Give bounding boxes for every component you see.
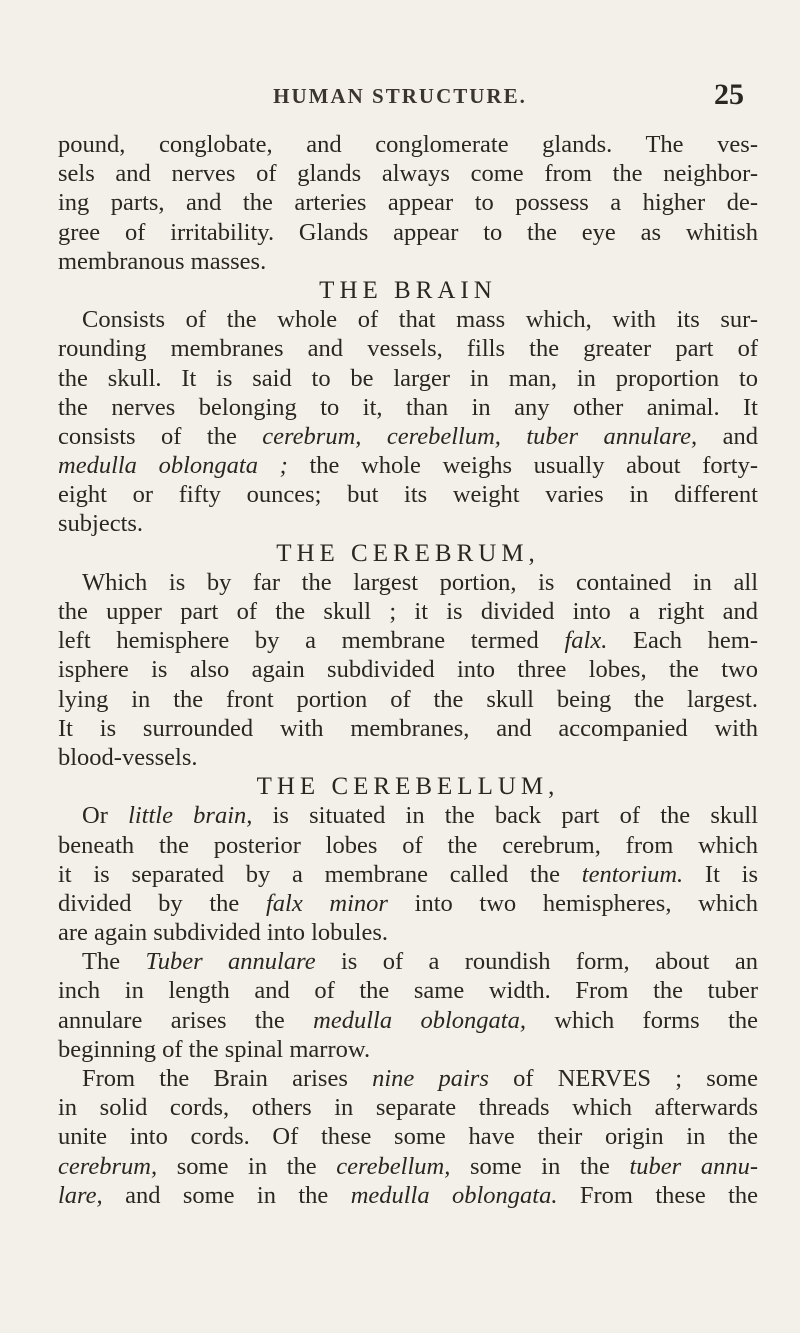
section-heading-cerebellum: THE CEREBELLUM, (256, 773, 560, 801)
section-heading-cerebrum: THE CEREBRUM, (276, 539, 540, 567)
text-line: it is separated by a membrane called the tentorium. It is (58, 860, 759, 888)
text-line: cerebrum, some in the cerebellum, some in the tuber annu- (58, 1152, 758, 1180)
text-line: inch in length and of the same width. From the tuber (58, 977, 758, 1005)
text-line: blood-vessels. (58, 743, 198, 771)
text-line: beginning of the spinal marrow. (58, 1035, 371, 1063)
running-title: HUMAN STRUCTURE. (273, 84, 527, 108)
text-line: the upper part of the skull ; it is divided into a right and (58, 598, 758, 625)
text-line: eight or fifty ounces; but its weight varies in different (58, 481, 758, 509)
text-line: in solid cords, others in separate threads which afterwards (58, 1094, 758, 1122)
text-line: the skull. It is said to be larger in man, in proportion to (58, 364, 758, 392)
text-line: membranous masses. (58, 247, 267, 275)
text-line: Which is by far the largest portion, is contained in all (82, 568, 758, 596)
page-number: 25 (714, 78, 744, 111)
text-line: pound, conglobate, and conglomerate glands. The ves- (58, 131, 758, 158)
section-heading-brain: THE BRAIN (319, 276, 497, 304)
text-line: It is surrounded with membranes, and accompanied with (58, 714, 758, 742)
text-line: Or little brain, is situated in the back part of the skull (82, 802, 759, 830)
text-line: sels and nerves of glands always come from the neighbor- (58, 160, 758, 188)
text-line: Consists of the whole of that mass which, with its sur- (82, 306, 758, 334)
body-text (58, 130, 758, 1210)
text-line: annulare arises the medulla oblongata, which forms the (58, 1006, 759, 1034)
text-line: gree of irritability. Glands appear to the eye as whitish (58, 218, 758, 246)
text-line: From the Brain arises nine pairs of NERVES ; some (82, 1065, 758, 1092)
text-line: divided by the falx minor into two hemispheres, which (58, 889, 759, 917)
text-line: beneath the posterior lobes of the cerebrum, from which (58, 831, 758, 859)
text-line: lying in the front portion of the skull being the largest. (58, 685, 758, 713)
text-line: subjects. (58, 510, 144, 538)
text-line: rounding membranes and vessels, fills the greater part of (58, 335, 758, 363)
text-line: the nerves belonging to it, than in any other animal. It (58, 393, 758, 421)
text-line: medulla oblongata ; the whole weighs usually about forty- (58, 452, 758, 480)
text-line: unite into cords. Of these some have their origin in the (58, 1123, 758, 1151)
text-line: consists of the cerebrum, cerebellum, tuber annulare, and (58, 422, 759, 450)
running-head (0, 78, 800, 118)
text-line: ing parts, and the arteries appear to possess a higher de- (58, 189, 758, 217)
text-line: The Tuber annulare is of a roundish form, about an (82, 948, 758, 976)
text-line: lare, and some in the medulla oblongata. From these the (58, 1181, 759, 1209)
text-line: left hemisphere by a membrane termed falx. Each hem- (58, 627, 758, 655)
text-line: are again subdivided into lobules. (58, 919, 388, 947)
text-line: isphere is also again subdivided into three lobes, the two (58, 656, 758, 684)
